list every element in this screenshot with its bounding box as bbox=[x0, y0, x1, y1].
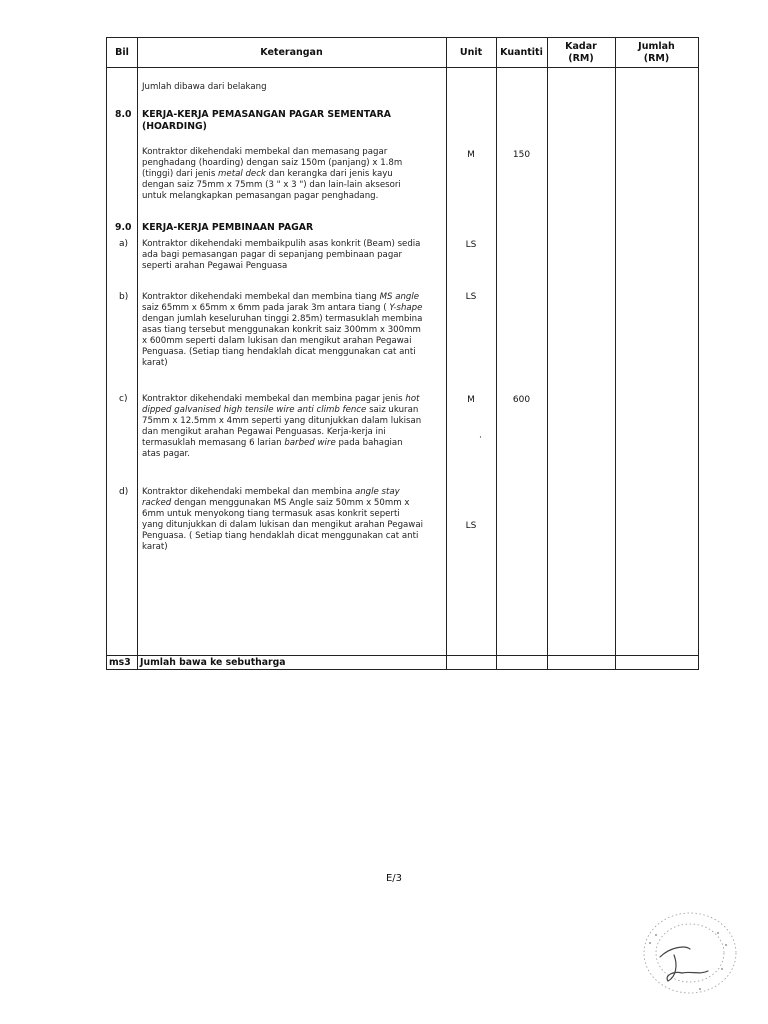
section-number: 9.0 bbox=[115, 222, 132, 233]
section-title: KERJA-KERJA PEMASANGAN PAGAR SEMENTARA (HOARDING) bbox=[142, 109, 391, 132]
header-divider bbox=[107, 67, 698, 68]
page-number: E/3 bbox=[385, 873, 403, 884]
official-stamp-signature bbox=[630, 905, 740, 1000]
item-description: Kontraktor dikehendaki membekal dan memasang pagar penghadang (hoarding) dengan saiz 150m (panjang) x 1.8m (tinggi) dari jenis metal deck dan kerangka dari jenis kayu dengan saiz 75mm x 75mm (3 " x 3 ") dan lain-lain aksesori untuk melangkapkan pemasangan pagar penghadang. bbox=[142, 147, 403, 200]
footer-divider bbox=[107, 655, 698, 656]
header-bil: Bil bbox=[115, 46, 129, 58]
header-kuantiti: Kuantiti bbox=[500, 46, 543, 58]
item-description: Kontraktor dikehendaki membekal dan membina angle stay racked dengan menggunakan MS Angle saiz 50mm x 50mm x 6mm untuk menyokong tiang termasuk asas konkrit seperti yang ditunjukkan di dalam lukisan dan mengikut arahan Pegawai Penguasa. ( Setiap tiang hendaklah dicat menggunakan cat anti karat) bbox=[142, 487, 423, 552]
item-quantity: 600 bbox=[512, 395, 531, 405]
item-label: d) bbox=[119, 487, 129, 497]
section-title: KERJA-KERJA PEMBINAAN PAGAR bbox=[142, 222, 314, 233]
scan-speck: · bbox=[479, 433, 482, 443]
column-divider bbox=[137, 38, 138, 669]
section-number: 8.0 bbox=[115, 109, 132, 120]
item-quantity: 150 bbox=[512, 150, 531, 160]
item-label: b) bbox=[119, 292, 129, 302]
item-description: Kontraktor dikehendaki membaikpulih asas konkrit (Beam) sedia ada bagi pemasangan pagar di sepanjang pembinaan pagar seperti arahan Pegawai Penguasa bbox=[142, 239, 421, 271]
header-keterangan: Keterangan bbox=[260, 46, 323, 58]
item-description: Kontraktor dikehendaki membekal dan membina pagar jenis hot dipped galvanised high tensile wire anti climb fence saiz ukuran 75mm x 12.5mm x 4mm seperti yang ditunjukkan dalam lukisan dan mengikut arahan Pegawai Penguasas. Kerja-kerja ini termasuklah memasang 6 larian barbed wire pada bahagian atas pagar. bbox=[142, 394, 422, 459]
item-label: a) bbox=[119, 239, 129, 249]
item-label: c) bbox=[119, 394, 128, 404]
carried-forward-text: Jumlah dibawa dari belakang bbox=[142, 82, 267, 92]
item-unit: M bbox=[467, 150, 475, 160]
item-unit: M bbox=[467, 395, 475, 405]
column-divider bbox=[446, 38, 447, 669]
column-divider bbox=[615, 38, 616, 669]
item-unit: LS bbox=[465, 521, 477, 531]
item-description: Kontraktor dikehendaki membekal dan membina tiang MS angle saiz 65mm x 65mm x 6mm pada jarak 3m antara tiang ( Y-shape dengan jumlah keseluruhan tinggi 2.85m) termasuklah membina asas tiang tersebut menggunakan konkrit saiz 300mm x 300mm x 600mm seperti dalam lukisan dan mengikut arahan Pegawai Penguasa. (Setiap tiang hendaklah dicat menggunakan cat anti karat) bbox=[142, 292, 423, 368]
column-divider bbox=[496, 38, 497, 669]
header-jumlah: Jumlah (RM) bbox=[638, 40, 675, 64]
item-unit: LS bbox=[465, 292, 477, 302]
footer-label: Jumlah bawa ke sebutharga bbox=[140, 657, 286, 668]
header-unit: Unit bbox=[459, 46, 483, 58]
column-divider bbox=[547, 38, 548, 669]
header-kadar: Kadar (RM) bbox=[565, 40, 597, 64]
item-unit: LS bbox=[465, 240, 477, 250]
footer-code: ms3 bbox=[109, 657, 131, 668]
